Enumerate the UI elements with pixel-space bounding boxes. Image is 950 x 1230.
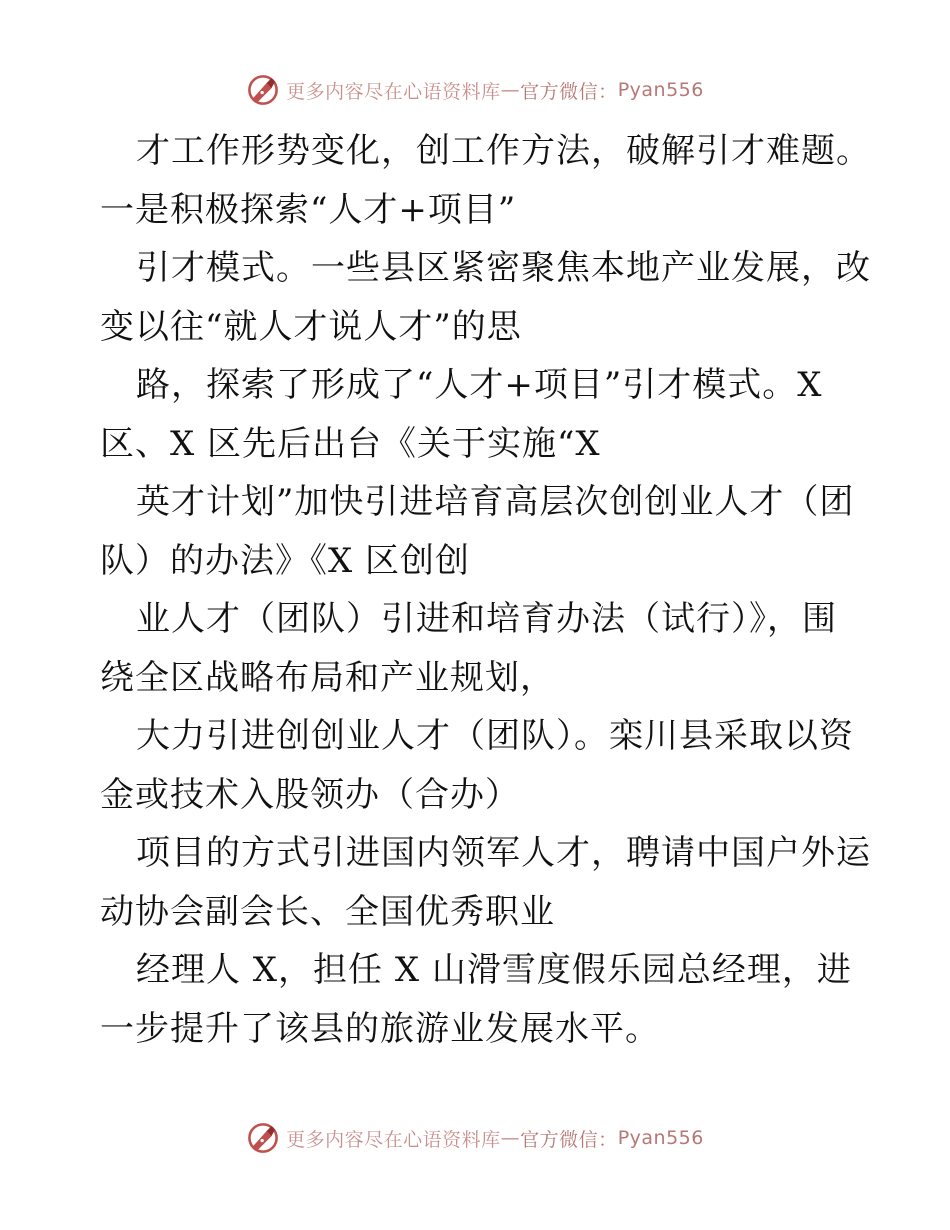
text-line: 变以往“就人才说人才”的思 [100,306,522,347]
text-line: 金或技术入股领办（合办） [100,774,520,815]
text-line: 引才模式。一些县区紧密聚焦本地产业发展，改 [136,248,871,288]
text-line: 动协会副会长、全国优秀职业 [100,891,555,932]
document-body [100,122,871,1058]
banner-wechat-id: Pyan556 [617,1127,704,1149]
pen-nib-logo-icon [246,1121,280,1155]
text-line: 英才计划”加快引进培育高层次创创业人才（团 [136,482,855,522]
text-line: 才工作形势变化，创工作方法，破解引才难题。 [136,131,871,171]
text-line: 队）的办法》《X 区创创 [100,540,471,581]
text-line: 项目的方式引进国内领军人才，聘请中国户外运 [136,833,871,873]
text-line: 业人才（团队）引进和培育办法（试行）》，围 [136,599,837,639]
text-line: 绕全区战略布局和产业规划， [100,657,555,698]
text-line: 区、X 区先后出台《关于实施“X [100,423,601,464]
text-line: 一是积极探索“人才+项目” [100,189,517,230]
text-line: 大力引进创创业人才（团队）。栾川县采取以资 [136,716,854,756]
paragraph [100,824,871,941]
text-line: 经理人 X，担任 X 山滑雪度假乐园总经理，进 [136,950,852,990]
footer-banner [0,1118,950,1158]
pen-nib-logo-icon [246,73,280,107]
banner-text: 更多内容尽在心语资料库 [286,80,501,103]
paragraph [100,239,871,356]
header-banner [0,70,950,110]
paragraph [100,941,860,1058]
paragraph [100,590,860,707]
text-line: 路，探索了形成了“人才+项目”引才模式。X [136,365,823,405]
banner-dash: — [500,79,521,101]
banner-text: 更多内容尽在心语资料库 [286,1128,501,1151]
banner-wechat-id: Pyan556 [617,79,704,101]
paragraph [100,707,860,824]
paragraph [100,473,860,590]
paragraph [100,122,871,239]
paragraph [100,356,860,473]
banner-dash: — [500,1127,521,1149]
banner-label: 官方微信： [520,1128,618,1151]
banner-label: 官方微信： [520,80,618,103]
text-line: 一步提升了该县的旅游业发展水平。 [100,1008,660,1049]
